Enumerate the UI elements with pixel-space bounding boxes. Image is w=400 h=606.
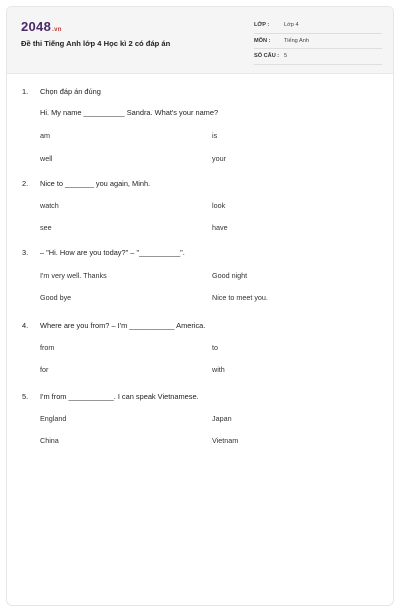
answer-option[interactable]: with — [212, 365, 225, 374]
answer-option[interactable]: well — [40, 154, 53, 163]
answer-option[interactable]: your — [212, 154, 226, 163]
question-text: I'm from ___________. I can speak Vietnamese. — [40, 392, 199, 401]
site-logo[interactable] — [21, 19, 62, 34]
document-title: Đề thi Tiếng Anh lớp 4 Học kì 2 có đáp án — [21, 39, 171, 48]
logo-text: 2048 — [21, 19, 52, 34]
meta-label: SỐ CÂU : — [254, 53, 280, 60]
meta-label: MÔN : — [254, 37, 271, 44]
answer-option[interactable]: is — [212, 131, 218, 140]
logo-tld: .vn — [52, 27, 62, 33]
meta-value: Lớp 4 — [284, 22, 299, 29]
question-prompt — [22, 321, 205, 330]
question-prompt — [22, 87, 101, 96]
answer-option[interactable]: from — [40, 343, 55, 352]
question-number: 2. — [22, 179, 29, 188]
answer-option[interactable]: Good night — [212, 271, 248, 280]
answer-option[interactable]: Vietnam — [212, 436, 239, 445]
question-prompt — [22, 392, 199, 401]
question-text: – "Hi. How are you today?" – "__________". — [40, 248, 185, 257]
page-header — [7, 7, 393, 74]
question-number: 3. — [22, 248, 29, 257]
answer-option[interactable]: Good bye — [40, 293, 72, 302]
answer-option[interactable]: Japan — [212, 414, 232, 423]
question-number: 1. — [22, 87, 29, 96]
answer-option[interactable]: am — [40, 131, 50, 140]
meta-value: 5 — [284, 53, 288, 60]
question-text: Where are you from? – I'm ___________ America. — [40, 321, 206, 330]
question-prompt — [22, 179, 150, 188]
exam-meta — [254, 18, 382, 65]
answer-option[interactable]: to — [212, 343, 218, 352]
question-prompt — [22, 248, 185, 257]
meta-label: LỚP : — [254, 22, 270, 29]
answer-option[interactable]: see — [40, 223, 52, 232]
exam-page — [6, 6, 394, 606]
answer-option[interactable]: watch — [40, 201, 59, 210]
meta-row-class — [254, 18, 382, 34]
question-number: 4. — [22, 321, 29, 330]
meta-row-question-count — [254, 49, 382, 65]
answer-option[interactable]: China — [40, 436, 59, 445]
question-text: Chọn đáp án đúng — [40, 87, 101, 96]
answer-option[interactable]: have — [212, 223, 228, 232]
question-sentence: Hi. My name __________ Sandra. What's your name? — [40, 108, 219, 117]
question-number: 5. — [22, 392, 29, 401]
answer-option[interactable]: for — [40, 365, 49, 374]
answer-option[interactable]: Nice to meet you. — [212, 293, 268, 302]
answer-option[interactable]: look — [212, 201, 226, 210]
question-text: Nice to _______ you again, Minh. — [40, 179, 151, 188]
meta-row-subject — [254, 34, 382, 50]
answer-option[interactable]: England — [40, 414, 67, 423]
answer-option[interactable]: I'm very well. Thanks — [40, 271, 107, 280]
meta-value: Tiếng Anh — [284, 37, 309, 44]
